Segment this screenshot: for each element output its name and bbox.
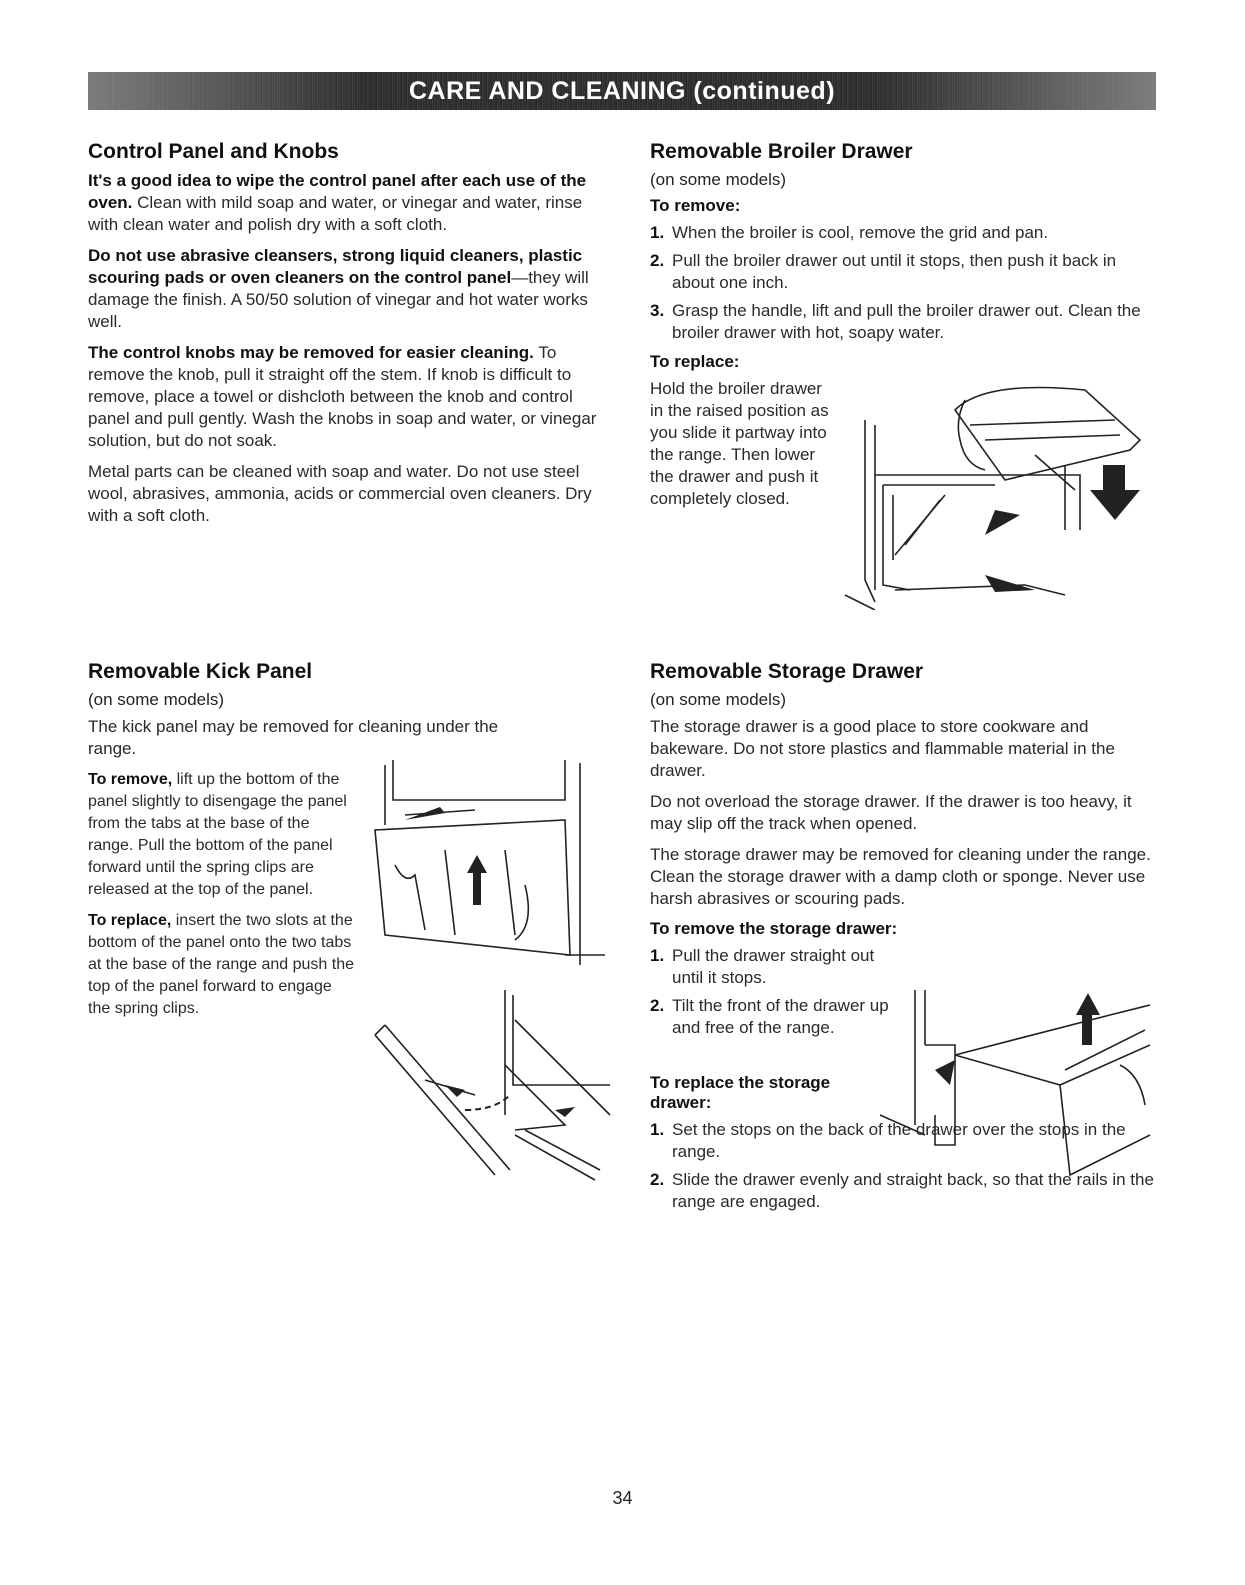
broiler-remove-steps bbox=[650, 222, 1160, 344]
broiler-drawer-illustration bbox=[835, 380, 1165, 610]
page-number: 34 bbox=[612, 1488, 633, 1508]
broiler-subheading: (on some models) bbox=[650, 170, 787, 189]
kick-panel-intro: The kick panel may be removed for cleaning under the range. bbox=[88, 717, 499, 758]
storage-remove-steps bbox=[650, 945, 890, 1039]
control-panel-paragraph-1: It's a good idea to wipe the control panel after each use of the oven. Clean with mild soap and water, or vinegar and water, rinse with clean water and polish dry with a soft cloth. bbox=[88, 171, 587, 234]
broiler-replace-label: To replace: bbox=[650, 352, 740, 371]
kick-panel-replace-text: To replace, insert the two slots at the bottom of the panel onto the two tabs at the base of the range and push the top of the panel forward to engage the spring clips. bbox=[88, 912, 354, 1017]
kick-panel-remove-text: To remove, lift up the bottom of the panel slightly to disengage the panel from the tabs at the base of the range. Pull the bottom of the panel forward until the spring clips are released at the top of the panel. bbox=[88, 771, 347, 898]
list-item: 2. Slide the drawer evenly and straight back, so that the rails in the range are engaged. bbox=[650, 1170, 1154, 1211]
banner-gradient-right bbox=[876, 72, 1156, 110]
broiler-remove-label: To remove: bbox=[650, 196, 741, 215]
list-item: 2. Tilt the front of the drawer up and free of the range. bbox=[650, 996, 889, 1037]
control-panel-paragraph-2: Do not use abrasive cleansers, strong liquid cleaners, plastic scouring pads or oven cleaners on the control panel—they will damage the finish. A 50/50 solution of vinegar and hot water works well. bbox=[88, 246, 589, 331]
list-item: 1. When the broiler is cool, remove the grid and pan. bbox=[650, 223, 1049, 242]
storage-paragraph-2: Do not overload the storage drawer. If the drawer is too heavy, it may slip off the track when opened. bbox=[650, 792, 1132, 833]
storage-remove-label: To remove the storage drawer: bbox=[650, 919, 898, 938]
list-item: 3. Grasp the handle, lift and pull the broiler drawer out. Clean the broiler drawer with hot, soapy water. bbox=[650, 301, 1141, 342]
list-item: 2. Pull the broiler drawer out until it stops, then push it back in about one inch. bbox=[650, 251, 1117, 292]
storage-replace-label: To replace the storage drawer: bbox=[650, 1073, 831, 1112]
banner-gradient-left bbox=[88, 72, 368, 110]
control-panel-paragraph-3: The control knobs may be removed for easier cleaning. To remove the knob, pull it straight off the stem. If knob is difficult to remove, place a towel or dishcloth between the knob and control panel and pull gently. Wash the knobs in soap and water, or vinegar solution, but do not soak. bbox=[88, 343, 597, 450]
storage-drawer-illustration bbox=[880, 985, 1160, 1185]
storage-paragraph-1: The storage drawer is a good place to store cookware and bakeware. Do not store plastics and flammable material in the drawer. bbox=[650, 717, 1115, 780]
storage-heading: Removable Storage Drawer bbox=[650, 660, 924, 683]
list-item: 1. Pull the drawer straight out until it stops. bbox=[650, 946, 875, 987]
kick-panel-subheading: (on some models) bbox=[88, 690, 225, 709]
banner-title: CARE AND CLEANING (continued) bbox=[408, 76, 836, 105]
control-panel-section bbox=[88, 140, 608, 536]
list-item: 1. Set the stops on the back of the drawer over the stops in the range. bbox=[650, 1120, 1126, 1161]
kick-panel-heading: Removable Kick Panel bbox=[88, 660, 313, 683]
kick-panel-replace-illustration bbox=[365, 985, 615, 1185]
storage-subheading: (on some models) bbox=[650, 690, 787, 709]
control-panel-paragraph-4: Metal parts can be cleaned with soap and water. Do not use steel wool, abrasives, ammonia, acids or commercial oven cleaners. Dry with a soft cloth. bbox=[88, 462, 592, 525]
storage-paragraph-3: The storage drawer may be removed for cleaning under the range. Clean the storage drawer with a damp cloth or sponge. Never use harsh abrasives or scouring pads. bbox=[650, 845, 1151, 908]
section-banner bbox=[88, 72, 1156, 110]
control-panel-heading: Control Panel and Knobs bbox=[88, 140, 339, 163]
broiler-heading: Removable Broiler Drawer bbox=[650, 140, 913, 163]
broiler-replace-text: Hold the broiler drawer in the raised position as you slide it partway into the range. Then lower the drawer and push it completely closed. bbox=[650, 379, 829, 508]
kick-panel-remove-illustration bbox=[365, 755, 610, 975]
